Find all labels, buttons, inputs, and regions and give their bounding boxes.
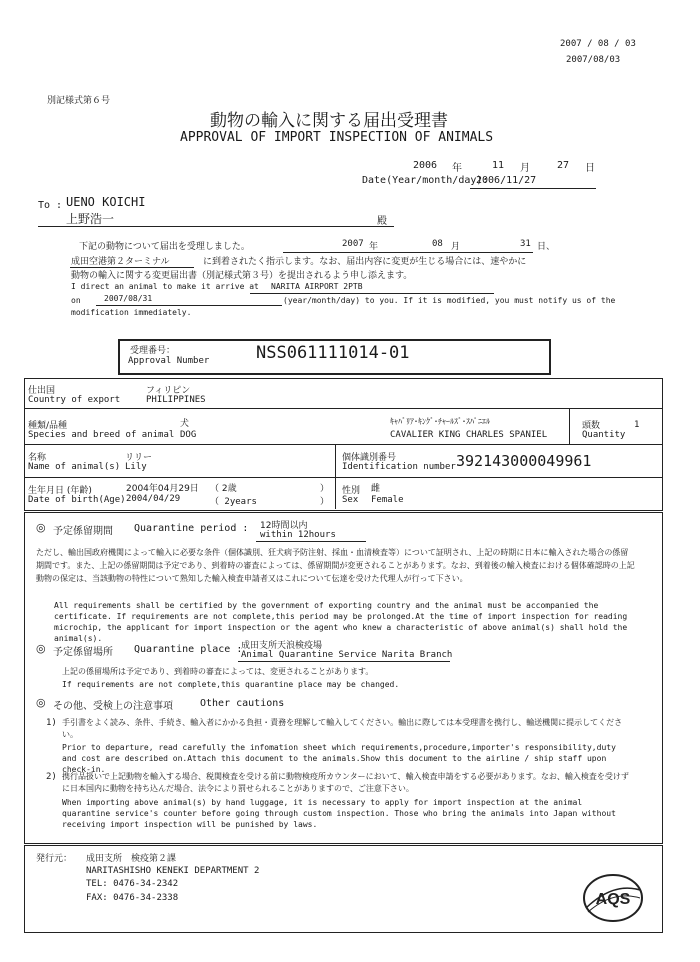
species-en: DOG: [180, 430, 197, 440]
birth-en: 2004/04/29: [126, 494, 181, 504]
issuer-office-en: NARITASHISHO KENEKI DEPARTMENT 2: [86, 866, 260, 876]
place-title-en: Quarantine place :: [134, 644, 243, 655]
caution-1-ja: 手引書をよく読み、条件、手続き、輸入者にかかる負担・責務を理解して輸入してください。輸出に際しては本受理書を携行し、輸送機関に提示してください。: [62, 718, 623, 739]
header-date-top: 2007 / 08 / 03: [560, 39, 636, 49]
date-year: 2006: [413, 160, 438, 171]
approval-label-en: Approval Number: [128, 356, 210, 366]
notice-arrive-place: 成田空港第２ターミナル: [71, 257, 170, 267]
caution-2-num: 2): [46, 772, 57, 782]
period-title-ja: 予定係留期間: [53, 526, 113, 537]
birth-label-ja: 生年月日 (年齢): [28, 486, 92, 496]
period-ja: 12時間以内: [260, 521, 308, 531]
cautions-title-en: Other cautions: [200, 698, 285, 709]
caution-2-ja: 携行品扱いで上記動物を輸入する場合、税関検査を受ける前に動物検疫所カウンターにおいて、輸入検査申請をする必要があります。なお、輸入検査を受けずに日本国内に動物を持ち込んだ場合、法令により罰せられることがありますので、ご注意下さい。: [62, 772, 629, 793]
sex-label-ja: 性別: [342, 486, 361, 496]
quantity-label-en: Quantity: [582, 430, 626, 440]
notice-day: 31: [520, 239, 531, 249]
date-day-kanji: 日: [585, 163, 595, 174]
name-label-ja: 名称: [28, 453, 47, 463]
to-honorific: 殿: [377, 216, 387, 227]
period-en: within 12hours: [260, 530, 336, 540]
period-para-en: All requirements shall be certified by the government of exporting country and the animal must be accompanied the certificate. If requirements are not complete,this period may be prolonged.At the time of import inspection for reading microchip, the applicant for import inspection or the agent who knew a characteristic of above animal(s) shall hold the animal(s).: [54, 601, 628, 643]
form-number: 別記様式第６号: [47, 96, 111, 106]
quantity-value: 1: [634, 420, 640, 430]
caution-2-en: When importing above animal(s) by hand luggage, it is necessary to apply for import inspection at the animal quarantine service's counter before going through custom inspection. Those who bring the animals into Japan without receiving import inspection will be punished by laws.: [62, 798, 616, 829]
date-month-kanji: 月: [520, 163, 530, 174]
header-date-second: 2007/08/03: [566, 55, 621, 65]
birth-ja: 2004年04月29日: [126, 484, 199, 494]
id-label-en: Identification number: [342, 462, 456, 472]
issuer-office-ja: 成田支所 検疫第２課: [86, 854, 177, 864]
notice-en-date-underline: [96, 305, 282, 306]
caution-1-num: 1): [46, 718, 57, 728]
issuer-fax: FAX: 0476-34-2338: [86, 893, 179, 903]
approval-number: NSS061111014-01: [256, 343, 410, 363]
notice-line2-rest: に到着されたく指示します。なお、届出内容に変更が生じる場合には、速やかに: [203, 257, 527, 267]
date-day: 27: [557, 160, 570, 171]
notice-date-underline: [283, 252, 533, 253]
aqs-logo-mark: [582, 872, 644, 924]
date-underline: [470, 188, 596, 189]
approval-label-ja: 受理番号：: [130, 346, 176, 356]
notice-month: 08: [432, 239, 443, 249]
species-ja: 犬: [180, 419, 190, 429]
notice-en-line2-rest: (year/month/day) to you. If it is modified, you must notify us of the: [283, 296, 616, 305]
country-label-ja: 仕出国: [28, 386, 56, 396]
id-label-ja: 個体識別番号: [342, 453, 397, 463]
period-mark: ◎: [36, 521, 46, 534]
name-label-en: Name of animal(s): [28, 462, 121, 472]
date-value: 2006/11/27: [476, 175, 537, 186]
cautions-mark: ◎: [36, 696, 46, 709]
place-mark: ◎: [36, 642, 46, 655]
species-label-ja: 種類/品種: [28, 421, 68, 431]
to-label: To :: [38, 200, 63, 211]
notice-day-kanji: 日、: [537, 242, 556, 252]
date-month: 11: [492, 160, 505, 171]
notice-en-line1: I direct an animal to make it arrive at: [71, 282, 259, 291]
quantity-label-ja: 頭数: [582, 421, 601, 431]
date-label: Date(Year/month/day):: [362, 175, 489, 186]
issuer-tel: TEL: 0476-34-2342: [86, 879, 179, 889]
to-name-en: UENO KOICHI: [66, 195, 146, 209]
name-en: Lily: [125, 462, 147, 472]
sex-en: Female: [371, 495, 404, 505]
id-number: 392143000049961: [456, 452, 592, 470]
period-para-ja: ただし、輸出国政府機関によって輸入に必要な条件（個体識別、狂犬病予防注射、採血・血清検査等）について証明され、上記の時期に日本に輸入された場合の係留期間です。また、上記の係留期間は予定であり、到着時の審査によっては、係留期間が変更されることがあります。なお、到着後の輸入検査における個体確認時の上記動物の保定は、当該動物の特性について熟知した輸入検査申請者又はこれについて伝達を受けた代理人が行って下さい。: [36, 548, 635, 583]
notice-month-kanji: 月: [451, 242, 461, 252]
place-title-ja: 予定係留場所: [53, 647, 113, 658]
sex-ja: 雌: [371, 484, 381, 494]
aqs-logo: [582, 872, 644, 928]
issuer-label: 発行元：: [36, 854, 73, 864]
age-ja-close: ）: [320, 484, 330, 494]
cautions-title-ja: その他、受検上の注意事項: [53, 701, 173, 712]
country-ja: フィリピン: [146, 386, 191, 396]
sex-label-en: Sex: [342, 495, 359, 505]
aqs-logo-text: AQS: [595, 891, 631, 908]
animal-col-divider-mid: [335, 444, 336, 509]
age-en: （ 2years: [210, 497, 257, 507]
to-name-ja: 上野浩一: [66, 212, 115, 226]
place-note-ja: 上記の係留場所は予定であり、到着時の審査によっては、変更されることがあります。: [62, 667, 374, 676]
place-underline: [238, 661, 450, 662]
notice-en-place: NARITA AIRPORT 2PTB: [271, 282, 363, 291]
notice-en-date: 2007/08/31: [104, 294, 153, 303]
birth-label-en: Date of birth(Age): [28, 495, 126, 505]
notice-en-place-underline: [250, 293, 494, 294]
country-label-en: Country of export: [28, 395, 121, 405]
notice-en-on: on: [71, 296, 81, 305]
place-note-en: If requirements are not complete,this quarantine place may be changed.: [62, 680, 400, 689]
age-en-close: ）: [320, 497, 330, 507]
notice-line3: 動物の輸入に関する変更届出書（別記様式第３号）を提出されるよう申し添えます。: [71, 271, 413, 281]
period-title-en: Quarantine period :: [134, 523, 249, 534]
animal-row-divider-2: [24, 444, 662, 445]
animal-row-divider-3: [24, 477, 662, 478]
title-ja: 動物の輸入に関する届出受理書: [210, 111, 448, 131]
name-ja: リリー: [125, 453, 153, 463]
age-ja: （ 2歳: [210, 484, 237, 494]
period-underline: [256, 541, 366, 542]
place-en: Animal Quarantine Service Narita Branch: [241, 650, 453, 660]
title-en: APPROVAL OF IMPORT INSPECTION OF ANIMALS: [180, 130, 494, 145]
country-en: PHILIPPINES: [146, 395, 206, 405]
caution-1-en: Prior to departure, read carefully the infomation sheet which requirements,procedure,importer's responsibility,duty and cost are described on.Attach this document to the animals.Show this document to the airline / ship staff upon check-in.: [62, 743, 616, 774]
date-year-kanji: 年: [452, 163, 462, 174]
animal-row-divider-1: [24, 408, 662, 409]
notice-year: 2007: [342, 239, 364, 249]
animal-col-divider-qty: [569, 408, 570, 444]
species-label-en: Species and breed of animal: [28, 430, 175, 440]
breed-en: CAVALIER KING CHARLES SPANIEL: [390, 430, 548, 440]
notice-year-kanji: 年: [369, 242, 379, 252]
to-underline: [38, 226, 394, 227]
notice-line1-prefix: 下記の動物について届出を受理しました。: [79, 242, 250, 252]
breed-ja: ｷｬﾊﾞﾘｱ･ｷﾝｸﾞ･ﾁｬｰﾙｽﾞ･ｽﾊﾟﾆｴﾙ: [390, 417, 490, 426]
notice-en-line3: modification immediately.: [71, 308, 192, 317]
place-ja: 成田支所天浪検疫場: [241, 641, 323, 651]
